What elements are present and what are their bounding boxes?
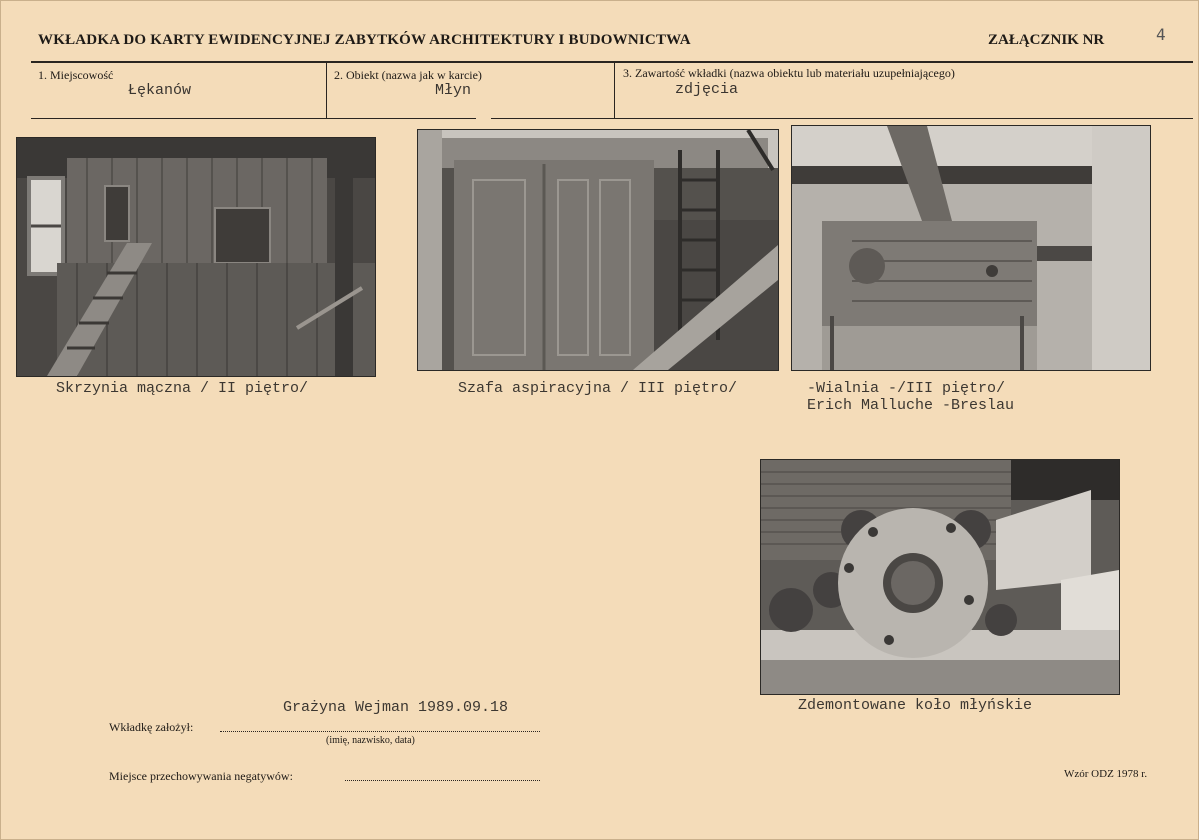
form-code: Wzór ODZ 1978 r. — [1064, 768, 1148, 780]
author-label: Wkładkę założył: — [109, 720, 194, 734]
photo-caption-flour-bin: Skrzynia mączna / II piętro/ — [56, 380, 309, 397]
locality-label: 1. Miejscowość — [38, 68, 114, 82]
field-bottom-rule-left — [31, 118, 476, 119]
object-label: 2. Obiekt (nazwa jak w karcie) — [334, 68, 482, 82]
form-title: WKŁADKA DO KARTY EWIDENCYJNEJ ZABYTKÓW ARCHITEKTURY I BUDOWNICTWA — [38, 32, 691, 48]
field-divider-1 — [326, 63, 327, 118]
negatives-line — [345, 780, 540, 781]
negatives-label: Miejsce przechowywania negatywów: — [109, 769, 293, 783]
field-bottom-rule-right — [491, 118, 1193, 119]
header-rule — [31, 61, 1193, 63]
photo-millstone — [760, 459, 1120, 695]
locality-value: Łękanów — [128, 82, 192, 99]
content-label: 3. Zawartość wkładki (nazwa obiektu lub materiału uzupełniającego) — [623, 66, 955, 80]
photo-flour-bin — [16, 137, 376, 377]
author-value: Grażyna Wejman 1989.09.18 — [283, 699, 509, 716]
photo-caption-winnowing-machine: -Wialnia -/III piętro/ Erich Malluche -Breslau — [807, 380, 1015, 414]
content-value: zdjęcia — [675, 81, 739, 98]
field-divider-2 — [614, 63, 615, 118]
author-line — [220, 731, 540, 732]
annex-label: ZAŁĄCZNIK NR — [988, 32, 1105, 48]
photo-aspiration-cabinet — [417, 129, 779, 371]
object-value: Młyn — [435, 82, 472, 99]
author-hint: (imię, nazwisko, data) — [326, 735, 415, 746]
photo-winnowing-machine — [791, 125, 1151, 371]
annex-number: 4 — [1156, 25, 1166, 44]
photo-caption-millstone: Zdemontowane koło młyńskie — [798, 697, 1033, 714]
photo-caption-aspiration-cabinet: Szafa aspiracyjna / III piętro/ — [458, 380, 738, 397]
